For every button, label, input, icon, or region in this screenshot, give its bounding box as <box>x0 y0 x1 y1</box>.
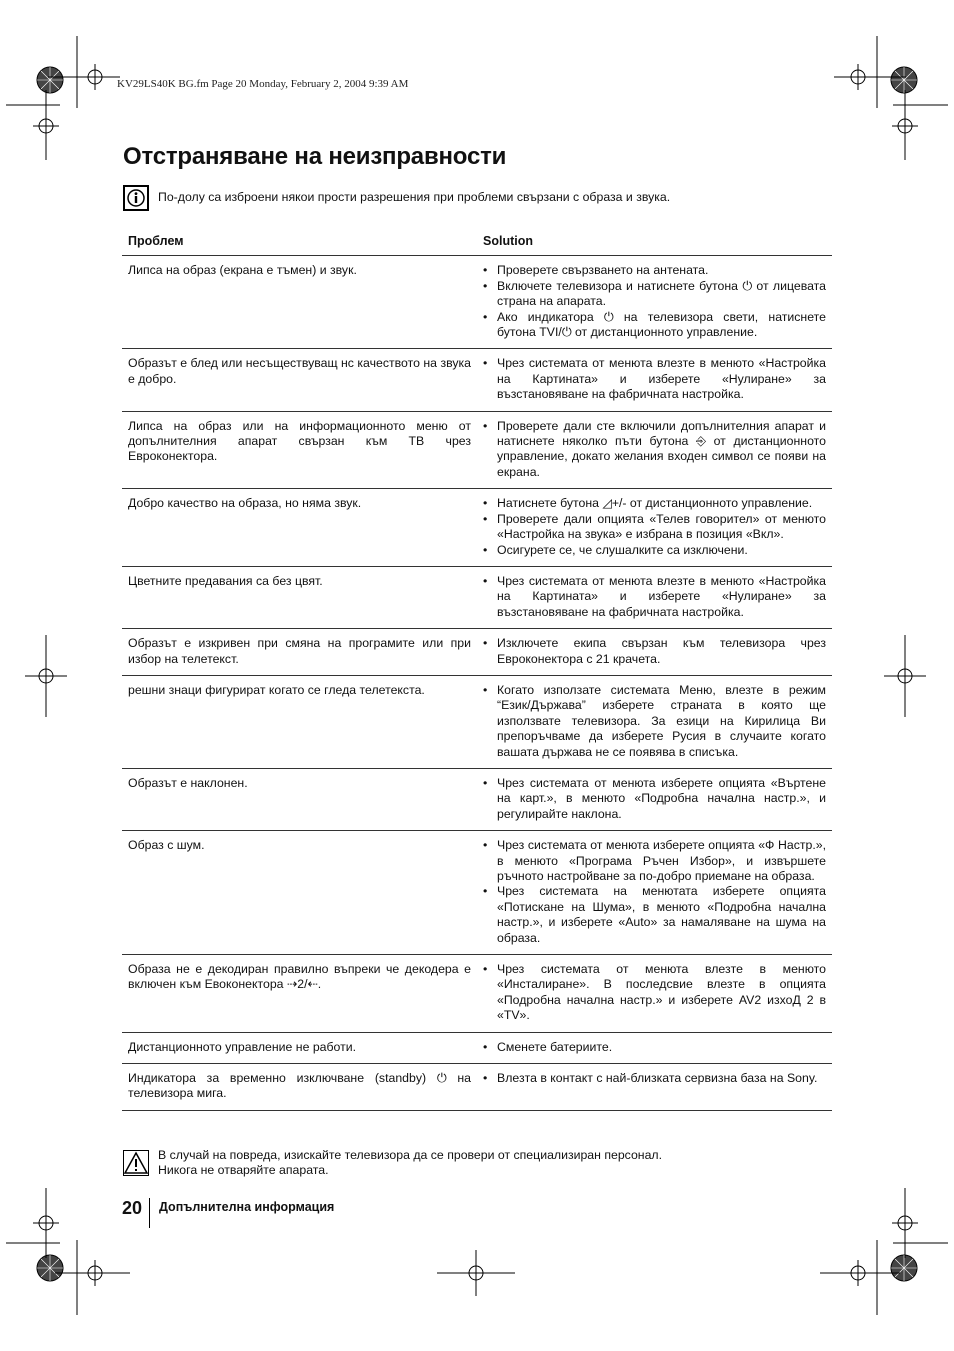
solution-list <box>483 574 826 620</box>
solution-item: • Чрез системата на менютата изберете опцията «Потискане на Шума», в менюто «Подробна начална настр.», и изберете «Auto» за намаляване на шума на образа. <box>497 884 826 946</box>
solution-cell <box>477 566 832 628</box>
solution-item: • Чрез системата от менюта изберете опцията «Въртене на карт.», в менюто «Подробна начална настр.», и регулирайте наклона. <box>497 776 826 822</box>
solution-item: • Чрез системата от менюта изберете опцията «Ф Настр.», в менюто «Програма Ръчен Избор», и извършете ръчното настройване за по-добро приемане на образа. <box>497 838 826 884</box>
solution-item: • Проверете свързването на антената. <box>497 263 826 278</box>
solution-list <box>483 962 826 1024</box>
problem-cell: решни знаци фигурират когато се гледа телетекста. <box>122 675 477 768</box>
table-row <box>122 768 832 830</box>
solution-cell <box>477 675 832 768</box>
warning-line: Никога не отваряйте апарата. <box>158 1163 329 1177</box>
solution-list <box>483 1040 826 1055</box>
troubleshooting-table <box>122 230 832 1111</box>
solution-cell <box>477 489 832 567</box>
solution-item: • Чрез системата от менюта влезте в менюто «Настройка на Картината» и изберете «Нулиране» за възстановяване на фабричната настройка. <box>497 574 826 620</box>
solution-cell <box>477 349 832 411</box>
solution-cell <box>477 955 832 1033</box>
solution-list <box>483 263 826 340</box>
solution-list <box>483 356 826 402</box>
solution-item: • Натиснете бутона ◿+/- от дистанционното управление. <box>497 496 826 511</box>
solution-item: • Когато използате системата Меню, влезте в режим “Език/Държава” изберете страната в която ще използвате телевизора. За езици на Кирилица Ви препоръчваме да изберете Русия в случаите когато вашата държава не се появява в списъка. <box>497 683 826 760</box>
table-row <box>122 629 832 676</box>
problem-cell: Образът е изкривен при смяна на програмите или при избор на телетекст. <box>122 629 477 676</box>
solution-list <box>483 683 826 760</box>
table-row <box>122 566 832 628</box>
solution-item: • Включете телевизора и натиснете бутона ⏻ от лицевата страна на апарата. <box>497 279 826 310</box>
solution-item: • Ако индикатора ⏻ на телевизора свети, натиснете бутона TVI/⏻ от дистанционното управление. <box>497 310 826 341</box>
column-header-problem: Проблем <box>128 234 184 248</box>
page-number: 20 <box>122 1198 143 1218</box>
solution-list <box>483 776 826 822</box>
table-row <box>122 256 832 349</box>
table-row <box>122 955 832 1033</box>
problem-cell: Дистанционното управление не работи. <box>122 1032 477 1063</box>
footer-divider <box>149 1198 150 1228</box>
solution-item: • Изключете екипа свързан към телевизора чрез Евроконектора с 21 крачета. <box>497 636 826 667</box>
solution-cell <box>477 1064 832 1111</box>
info-icon <box>123 185 149 211</box>
problem-cell: Добро качество на образа, но няма звук. <box>122 489 477 567</box>
warning-line: В случай на повреда, изискайте телевизора да се провери от специализиран персонал. <box>158 1148 663 1162</box>
table-row <box>122 1064 832 1111</box>
solution-item: • Проверете дали опцията «Телев говорител» от менюто «Настройка на звука» е избрана в позиция «Вкл». <box>497 512 826 543</box>
intro-text: По-долу са изброени някои прости разрешения при проблеми свързани с образа и звука. <box>158 190 671 204</box>
problem-cell: Цветните предавания са без цвят. <box>122 566 477 628</box>
solution-cell <box>477 411 832 489</box>
problem-cell: Липса на образ или на информационното меню от допълнителния апарат свързан към ТВ чрез Евроконектора. <box>122 411 477 489</box>
solution-item: • Сменете батериите. <box>497 1040 826 1055</box>
solution-item: • Чрез системата от менюта влезте в менюто «Настройка на Картината» и изберете «Нулиране» за възстановяване на фабричната настройка. <box>497 356 826 402</box>
table-row <box>122 411 832 489</box>
solution-list <box>483 636 826 667</box>
problem-cell: Индикатора за временно изключване (standby) ⏻ на телевизора мига. <box>122 1064 477 1111</box>
problem-cell: Липса на образ (екрана е тъмен) и звук. <box>122 256 477 349</box>
solution-list <box>483 1071 826 1086</box>
solution-cell <box>477 256 832 349</box>
solution-list <box>483 496 826 558</box>
warning-text <box>158 1148 662 1178</box>
solution-list <box>483 419 826 481</box>
section-name: Допълнителна информация <box>159 1200 335 1214</box>
table-row <box>122 675 832 768</box>
table-row <box>122 489 832 567</box>
print-header: KV29LS40K BG.fm Page 20 Monday, February 2, 2004 9:39 AM <box>117 78 409 90</box>
solution-item: • Проверете дали сте включили допълнителния апарат и натиснете няколко пъти бутона ⎆ от дистанционното управление, докато желания входен символ се появи на екрана. <box>497 419 826 481</box>
table-row <box>122 349 832 411</box>
solution-cell <box>477 831 832 955</box>
solution-cell <box>477 629 832 676</box>
solution-item: • Чрез системата от менюта влезте в менюто «Инсталиране». В последсвие влезте в опцията «Подробна начална настр.» и изберете AV2 изхоД 2 в «TV». <box>497 962 826 1024</box>
solution-list <box>483 838 826 946</box>
table-row <box>122 1032 832 1063</box>
problem-cell: Образът е блед или несъществуващ нс качеството на звука е добро. <box>122 349 477 411</box>
warning-icon <box>123 1150 149 1176</box>
solution-cell <box>477 768 832 830</box>
column-header-solution: Solution <box>483 234 533 248</box>
solution-item: • Влезта в контакт с най-близката сервизна база на Sony. <box>497 1071 826 1086</box>
page-title: Отстраняване на неизправности <box>123 143 507 170</box>
solution-cell <box>477 1032 832 1063</box>
table-row <box>122 831 832 955</box>
solution-item: • Осигурете се, че слушалките са изключени. <box>497 543 826 558</box>
problem-cell: Образа не е декодиран правилно въпреки че декодера е включен към Евоконектора ⇢2/⇠. <box>122 955 477 1033</box>
problem-cell: Образ с шум. <box>122 831 477 955</box>
problem-cell: Образът е наклонен. <box>122 768 477 830</box>
